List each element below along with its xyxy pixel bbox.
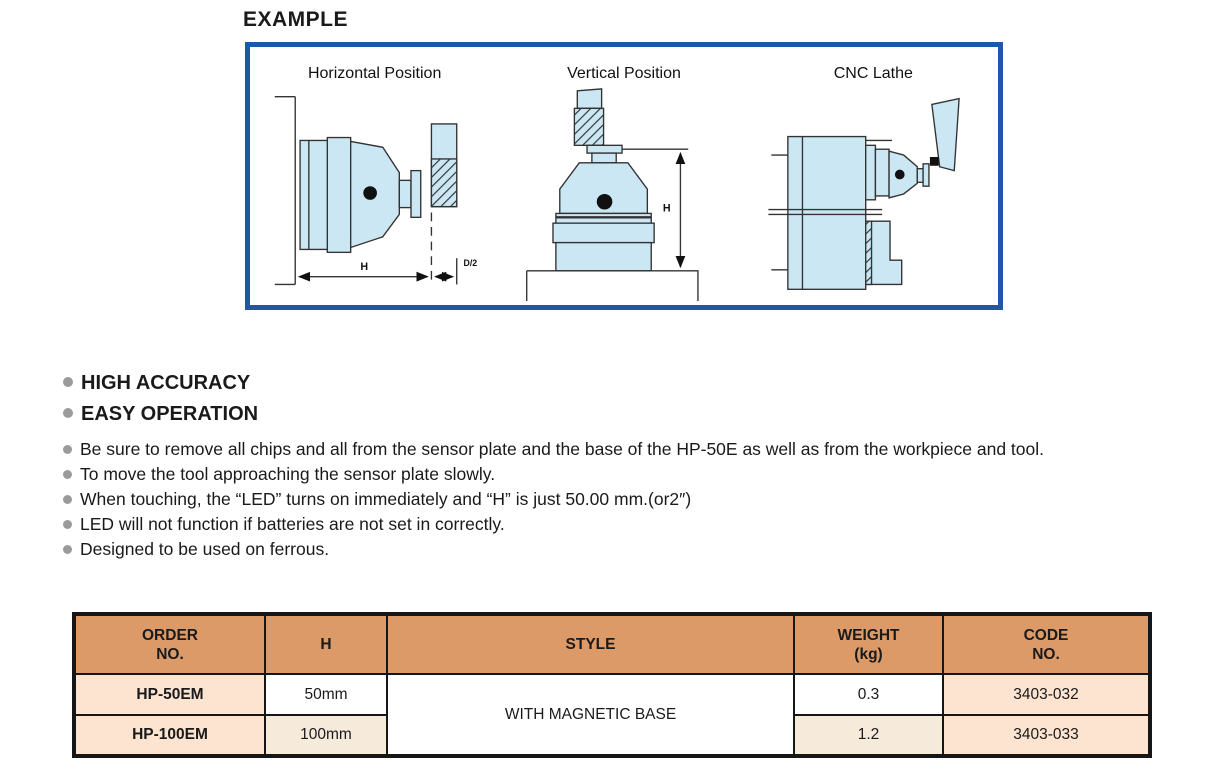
- feature-heading-row: [63, 399, 1155, 430]
- cell-weight: 0.3: [794, 674, 943, 715]
- diagram-label: CNC Lathe: [833, 65, 913, 82]
- feature-bullet: Designed to be used on ferrous.: [80, 539, 330, 559]
- diagram-label: Horizontal Position: [307, 65, 442, 82]
- header-code-no: [943, 614, 1150, 674]
- diagram-label: Vertical Position: [567, 65, 681, 82]
- bullet-icon: [63, 545, 72, 554]
- page-title: EXAMPLE: [243, 8, 349, 31]
- cell-h: 100mm: [265, 715, 387, 756]
- bullet-icon: [63, 520, 72, 529]
- cell-style: WITH MAGNETIC BASE: [387, 674, 794, 756]
- header-line: CODE: [1023, 626, 1069, 644]
- feature-bullet-row: [63, 463, 1155, 486]
- header-h: H: [265, 614, 387, 674]
- spec-table-header-row: [74, 614, 1150, 674]
- feature-bullet: LED will not function if batteries are not set in correctly.: [80, 514, 505, 534]
- feature-bullet-row: [63, 438, 1155, 461]
- cell-h: 50mm: [265, 674, 387, 715]
- dim-label-h: H: [360, 260, 368, 273]
- header-line: (kg): [854, 645, 883, 663]
- cell-order-no: HP-100EM: [74, 715, 265, 756]
- feature-bullet: Be sure to remove all chips and all from the sensor plate and the base of the HP-50E as well as from the workpiece and tool.: [80, 439, 1044, 459]
- cell-code-no: 3403-032: [943, 674, 1150, 715]
- header-weight: [794, 614, 943, 674]
- header-line: NO.: [1032, 645, 1060, 663]
- feature-bullet-row: [63, 488, 1155, 511]
- bullet-icon: [63, 408, 73, 418]
- horizontal-position-drawing: [253, 85, 497, 301]
- cell-weight: 1.2: [794, 715, 943, 756]
- feature-heading-row: [63, 368, 1155, 399]
- bullet-icon: [63, 445, 72, 454]
- dim-label-d2: D/2: [463, 257, 477, 268]
- table-row: [74, 674, 1150, 715]
- header-style: STYLE: [387, 614, 794, 674]
- bullet-icon: [63, 470, 72, 479]
- dim-label-h: H: [662, 202, 671, 215]
- spec-table: [72, 612, 1152, 758]
- example-diagram-box: [245, 42, 1003, 310]
- cnc-lathe-drawing: [754, 85, 992, 301]
- features-section: [63, 368, 1155, 561]
- header-line: NO.: [156, 645, 184, 663]
- header-order-no: [74, 614, 265, 674]
- header-line: WEIGHT: [837, 626, 900, 644]
- feature-bullet: When touching, the “LED” turns on immediately and “H” is just 50.00 mm.(or2″): [80, 489, 692, 509]
- bullet-icon: [63, 495, 72, 504]
- feature-bullet: To move the tool approaching the sensor plate slowly.: [80, 464, 496, 484]
- diagram-horizontal-position: [250, 47, 499, 305]
- feature-bullet-row: [63, 513, 1155, 536]
- cell-order-no: HP-50EM: [74, 674, 265, 715]
- diagram-cnc-lathe: [749, 47, 998, 305]
- feature-bullet-row: [63, 538, 1155, 561]
- header-line: ORDER: [142, 626, 198, 644]
- feature-heading: EASY OPERATION: [81, 403, 259, 425]
- bullet-icon: [63, 377, 73, 387]
- feature-heading: HIGH ACCURACY: [81, 372, 251, 394]
- diagram-vertical-position: [499, 47, 748, 305]
- vertical-position-drawing: [505, 85, 743, 301]
- cell-code-no: 3403-033: [943, 715, 1150, 756]
